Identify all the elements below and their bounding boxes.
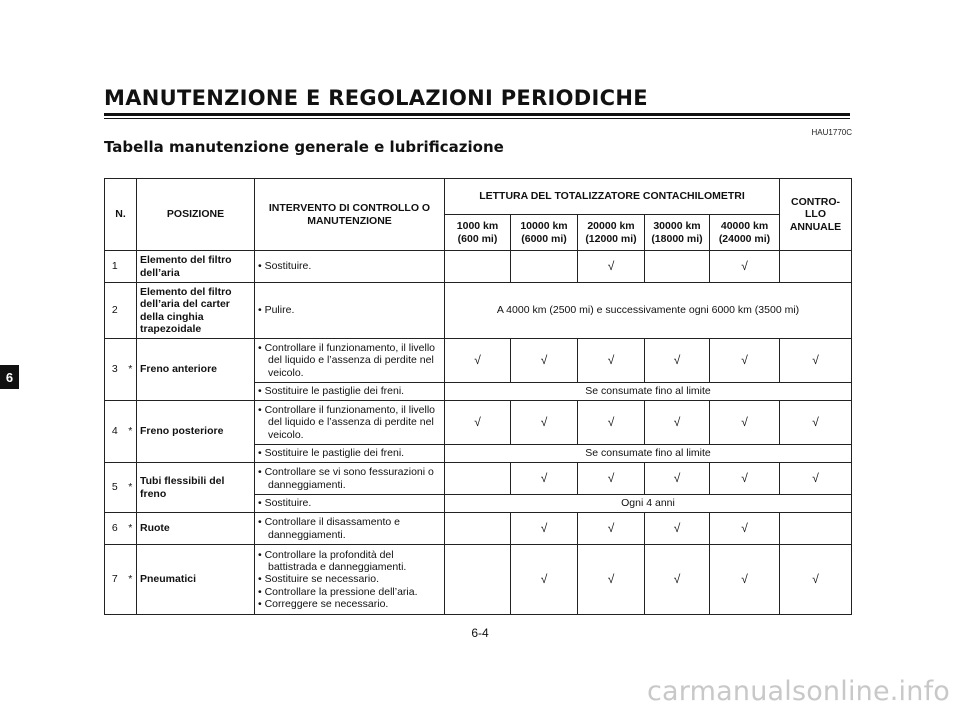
row-action: • Sostituire le pastiglie dei freni. [255,383,445,401]
row-position: Freno posteriore [137,401,255,463]
check-cell [780,513,852,545]
row-position: Freno anteriore [137,339,255,401]
row-action: • Controllare il funzionamento, il livello del liquido e l’assenza di perdite nel veicolo. [255,339,445,383]
header-n: N. [105,179,137,251]
check-cell: √ [710,401,780,445]
check-cell [511,251,578,283]
row-star: * [125,401,137,463]
page-number: 6-4 [471,626,489,640]
row-action: • Sostituire. [255,495,445,513]
check-cell: √ [710,545,780,615]
chapter-tab: 6 [0,365,19,389]
check-cell: √ [511,339,578,383]
title-rule-thin [104,118,850,119]
row-action: • Sostituire le pastiglie dei freni. [255,445,445,463]
check-cell: √ [780,339,852,383]
row-star [125,283,137,339]
interval-note: Se consumate fino al limite [445,445,852,463]
check-cell: √ [645,339,710,383]
interval-note: Se consumate fino al limite [445,383,852,401]
row-number: 5 [105,463,125,513]
check-cell: √ [445,401,511,445]
check-cell: √ [578,251,645,283]
check-cell [645,251,710,283]
row-number: 1 [105,251,125,283]
row-number: 6 [105,513,125,545]
row-star: * [125,513,137,545]
row-number: 3 [105,339,125,401]
check-cell: √ [645,463,710,495]
check-cell: √ [710,339,780,383]
check-cell [780,251,852,283]
check-cell [445,463,511,495]
row-action: • Controllare il funzionamento, il livello del liquido e l’assenza di perdite nel veicolo. [255,401,445,445]
row-action: • Controllare la profondità del battistrada e danneggiamenti. • Sostituire se necessario. • Controllare la pressione dell’aria. • Correggere se necessario. [255,545,445,615]
header-annual: CONTRO-LLO ANNUALE [780,179,852,251]
header-interval: 40000 km (24000 mi) [710,215,780,251]
row-position: Pneumatici [137,545,255,615]
table-row [105,401,852,445]
check-cell: √ [578,545,645,615]
row-action: • Sostituire. [255,251,445,283]
row-action: • Pulire. [255,283,445,339]
row-number: 4 [105,401,125,463]
header-interval: 1000 km (600 mi) [445,215,511,251]
table-row [105,463,852,495]
header-interval: 30000 km (18000 mi) [645,215,710,251]
check-cell: √ [511,463,578,495]
header-interval: 20000 km (12000 mi) [578,215,645,251]
table-row [105,545,852,615]
watermark: carmanualsonline.info [647,676,950,707]
row-star: * [125,463,137,513]
interval-note: A 4000 km (2500 mi) e successivamente ogni 6000 km (3500 mi) [445,283,852,339]
row-action: • Controllare se vi sono fessurazioni o danneggiamenti. [255,463,445,495]
check-cell: √ [578,401,645,445]
row-position: Elemento del filtro dell’aria [137,251,255,283]
table-row [105,251,852,283]
table-row [105,513,852,545]
check-cell: √ [511,513,578,545]
row-position: Tubi flessibili del freno [137,463,255,513]
section-code: HAU1770C [811,128,852,137]
check-cell: √ [445,339,511,383]
check-cell: √ [645,545,710,615]
row-star [125,251,137,283]
check-cell: √ [780,401,852,445]
row-star: * [125,339,137,401]
section-title: Tabella manutenzione generale e lubrificazione [104,138,504,156]
header-intervention: INTERVENTO DI CONTROLLO O MANUTENZIONE [255,179,445,251]
interval-note: Ogni 4 anni [445,495,852,513]
check-cell: √ [578,463,645,495]
check-cell: √ [710,463,780,495]
row-star: * [125,545,137,615]
check-cell: √ [578,339,645,383]
check-cell: √ [780,463,852,495]
title-rule [104,113,850,116]
row-position: Ruote [137,513,255,545]
header-interval: 10000 km (6000 mi) [511,215,578,251]
check-cell [445,251,511,283]
check-cell: √ [511,545,578,615]
check-cell: √ [578,513,645,545]
check-cell: √ [511,401,578,445]
check-cell: √ [645,401,710,445]
row-action: • Controllare il disassamento e danneggiamenti. [255,513,445,545]
check-cell: √ [710,251,780,283]
header-position: POSIZIONE [137,179,255,251]
table-row [105,339,852,383]
check-cell: √ [780,545,852,615]
row-number: 7 [105,545,125,615]
table-row [105,283,852,339]
row-number: 2 [105,283,125,339]
row-position: Elemento del filtro dell’aria del carter della cinghia trapezoidale [137,283,255,339]
maintenance-table [104,178,852,615]
page-title: MANUTENZIONE E REGOLAZIONI PERIODICHE [104,86,648,110]
check-cell [445,513,511,545]
check-cell [445,545,511,615]
check-cell: √ [645,513,710,545]
header-odometer: LETTURA DEL TOTALIZZATORE CONTACHILOMETRI [445,179,780,215]
check-cell: √ [710,513,780,545]
